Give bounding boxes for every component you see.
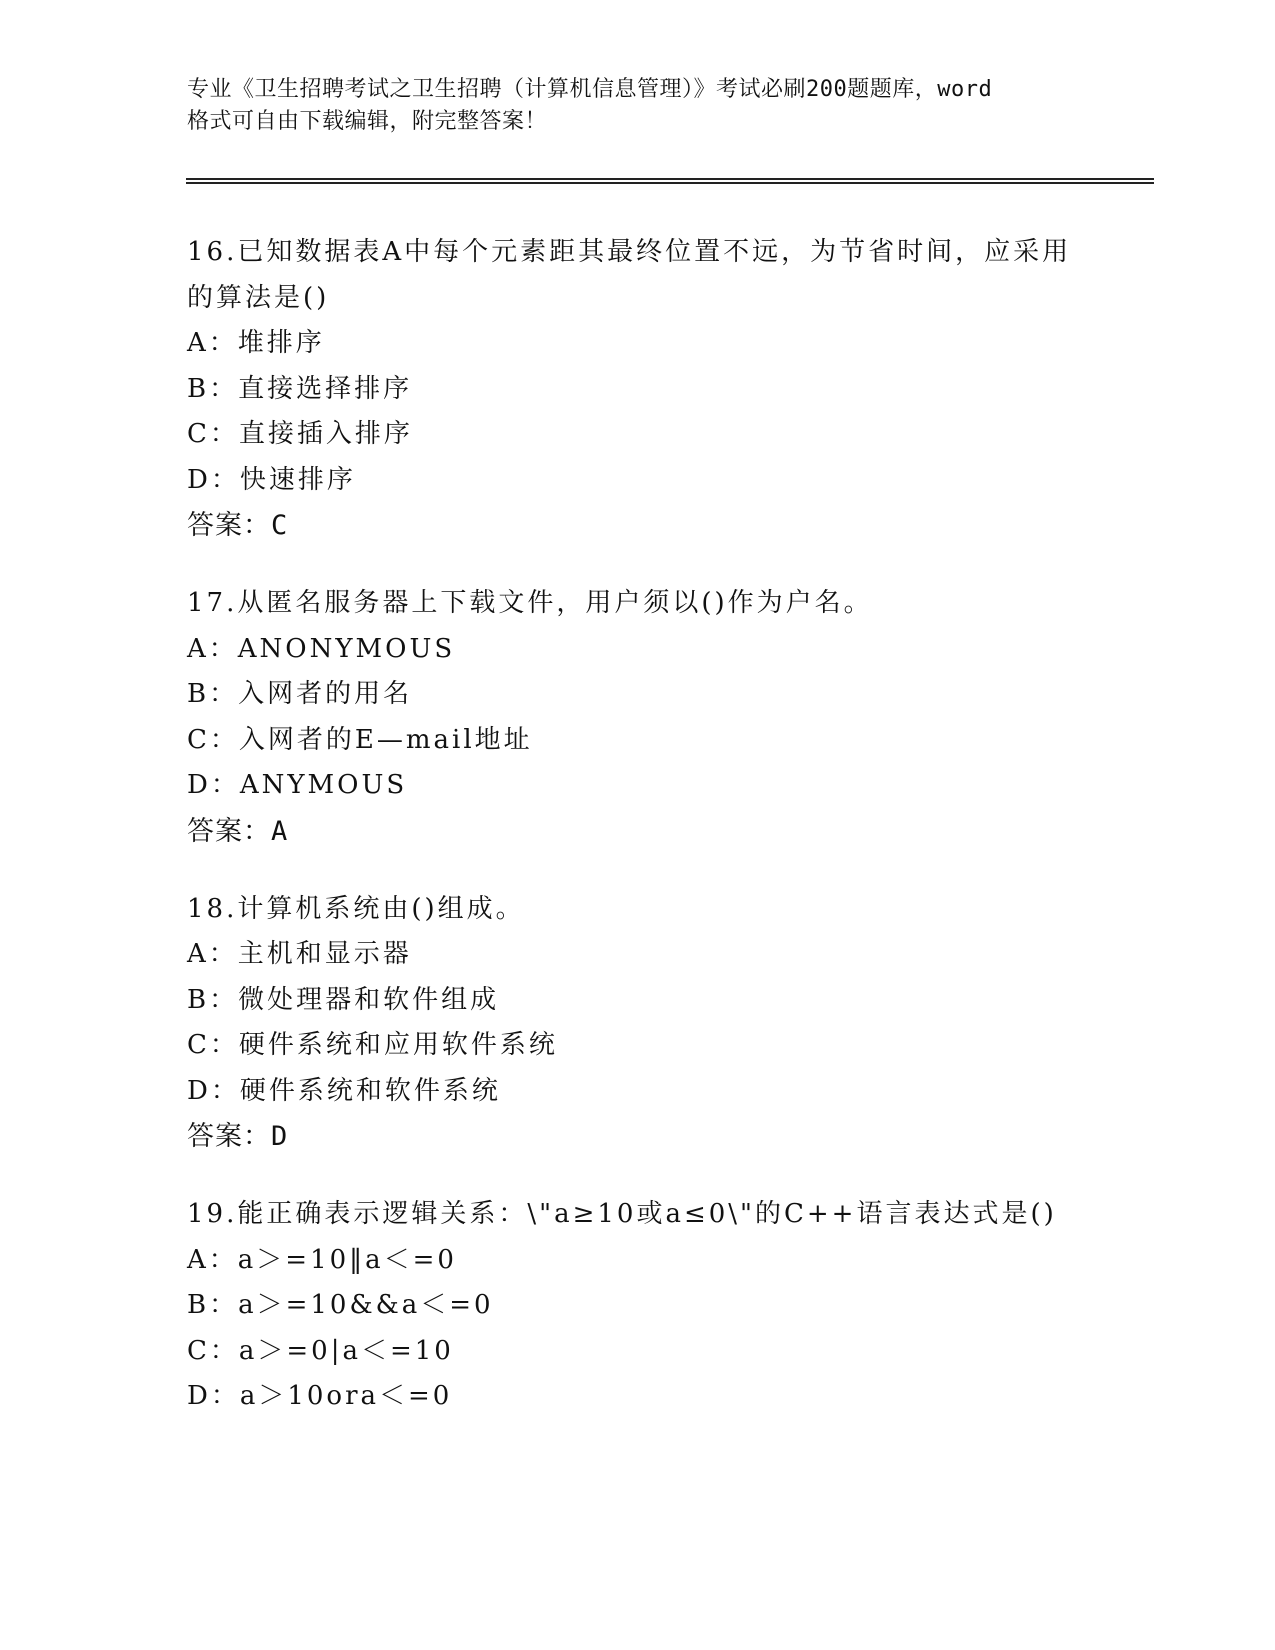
option-b: B：入网者的用名: [187, 679, 413, 709]
document-header: [187, 74, 1087, 138]
option-c: C：入网者的E—mail地址: [187, 724, 533, 755]
header-line-1: 专业《卫生招聘考试之卫生招聘（计算机信息管理）》考试必刷200题题库，word: [187, 77, 993, 102]
option-d: D：快速排序: [187, 464, 356, 495]
answer-label: 答案：D: [187, 1121, 289, 1152]
question-stem: 18.计算机系统由()组成。: [187, 893, 525, 924]
question-stem: 16.已知数据表A中每个元素距其最终位置不远，为节省时间，应采用: [187, 237, 1072, 267]
header-line-2: 格式可自由下载编辑，附完整答案！: [187, 109, 548, 134]
option-c: C：a＞=0|a＜=10: [187, 1335, 454, 1366]
answer-label: 答案：C: [187, 510, 289, 541]
question-17: [187, 581, 1087, 855]
option-b: B：直接选择排序: [187, 373, 413, 404]
option-c: C：直接插入排序: [187, 419, 413, 449]
question-list: [187, 230, 1087, 1452]
question-stem: 19.能正确表示逻辑关系：\"a≥10或a≤0\"的C++语言表达式是(): [187, 1199, 1057, 1229]
option-b: B：微处理器和软件组成: [187, 984, 500, 1015]
option-a: A：堆排序: [187, 328, 325, 358]
question-stem-continued: 的算法是(): [187, 282, 330, 313]
option-a: A：主机和显示器: [187, 939, 412, 969]
question-stem: 17.从匿名服务器上下载文件，用户须以()作为户名。: [187, 588, 873, 618]
option-a: A：ANONYMOUS: [187, 633, 456, 664]
option-d: D：ANYMOUS: [187, 770, 408, 800]
option-a: A：a＞=10‖a＜=0: [187, 1244, 457, 1275]
option-d: D：a＞10ora＜=0: [187, 1381, 453, 1411]
option-c: C：硬件系统和应用软件系统: [187, 1030, 558, 1060]
answer-label: 答案：A: [187, 815, 289, 847]
question-16: [187, 230, 1087, 549]
question-18: [187, 887, 1087, 1161]
header-divider-top: [186, 178, 1154, 180]
option-d: D：硬件系统和软件系统: [187, 1075, 501, 1106]
question-19: [187, 1192, 1087, 1420]
option-b: B：a＞=10&&a＜=0: [187, 1290, 494, 1320]
header-divider-bottom: [186, 182, 1154, 184]
